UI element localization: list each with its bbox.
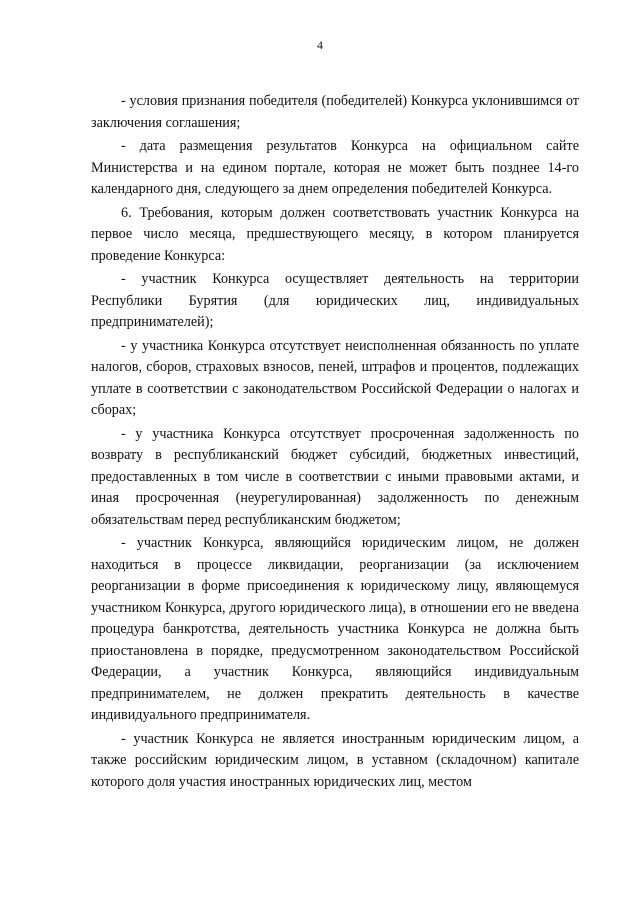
paragraph-results-publication-date: - дата размещения результатов Конкурса на официальном сайте Министерства и на едином портале, которая не может быть позднее 14-го календарного дня, следующего за днем определения победителей Конкурса. — [91, 138, 579, 197]
paragraph-budget-debt: - у участника Конкурса отсутствует просроченная задолженность по возврату в республиканский бюджет субсидий, бюджетных инвестиций, предоставленных в том числе в соответствии с иными правовыми актами, и иная просроченная (неурегулированная) задолженность по денежным обязательствам перед республиканским бюджетом; — [91, 425, 579, 528]
page-number: 4 — [317, 38, 323, 52]
paragraph-requirements-heading: 6. Требования, которым должен соответствовать участник Конкурса на первое число месяца, предшествующего месяцу, в котором планируется проведение Конкурса: — [91, 204, 579, 264]
paragraph-winner-evasion-conditions: - условия признания победителя (победителей) Конкурса уклонившимся от заключения соглашения; — [91, 93, 579, 131]
paragraph-tax-obligations: - у участника Конкурса отсутствует неисполненная обязанность по уплате налогов, сборов, страховых взносов, пеней, штрафов и процентов, подлежащих уплате в соответствии с законодательством Российской Федерации о налогах и сборах; — [91, 337, 579, 418]
paragraph-liquidation-bankruptcy: - участник Конкурса, являющийся юридическим лицом, не должен находиться в процессе ликвидации, реорганизации (за исключением реорганизации в форме присоединения к юридическому лицу, являющемуся участником Конкурса, другого юридического лица), в отношении его не введена процедура банкротства, деятельность участника Конкурса не должна быть приостановлена в порядке, предусмотренном законодательством Российской Федерации, а участник Конкурса, являющийся индивидуальным предпринимателем, не должен прекратить деятельность в качестве индивидуального предпринимателя. — [91, 535, 579, 723]
paragraph-territory-requirement: - участник Конкурса осуществляет деятельность на территории Республики Бурятия (для юридических лиц, индивидуальных предпринимателей); — [91, 271, 579, 330]
document-body — [91, 91, 579, 795]
paragraph-foreign-entity: - участник Конкурса не является иностранным юридическим лицом, а также российским юридическим лицом, в уставном (складочном) капитале которого доля участия иностранных юридических лиц, местом — [91, 730, 579, 790]
